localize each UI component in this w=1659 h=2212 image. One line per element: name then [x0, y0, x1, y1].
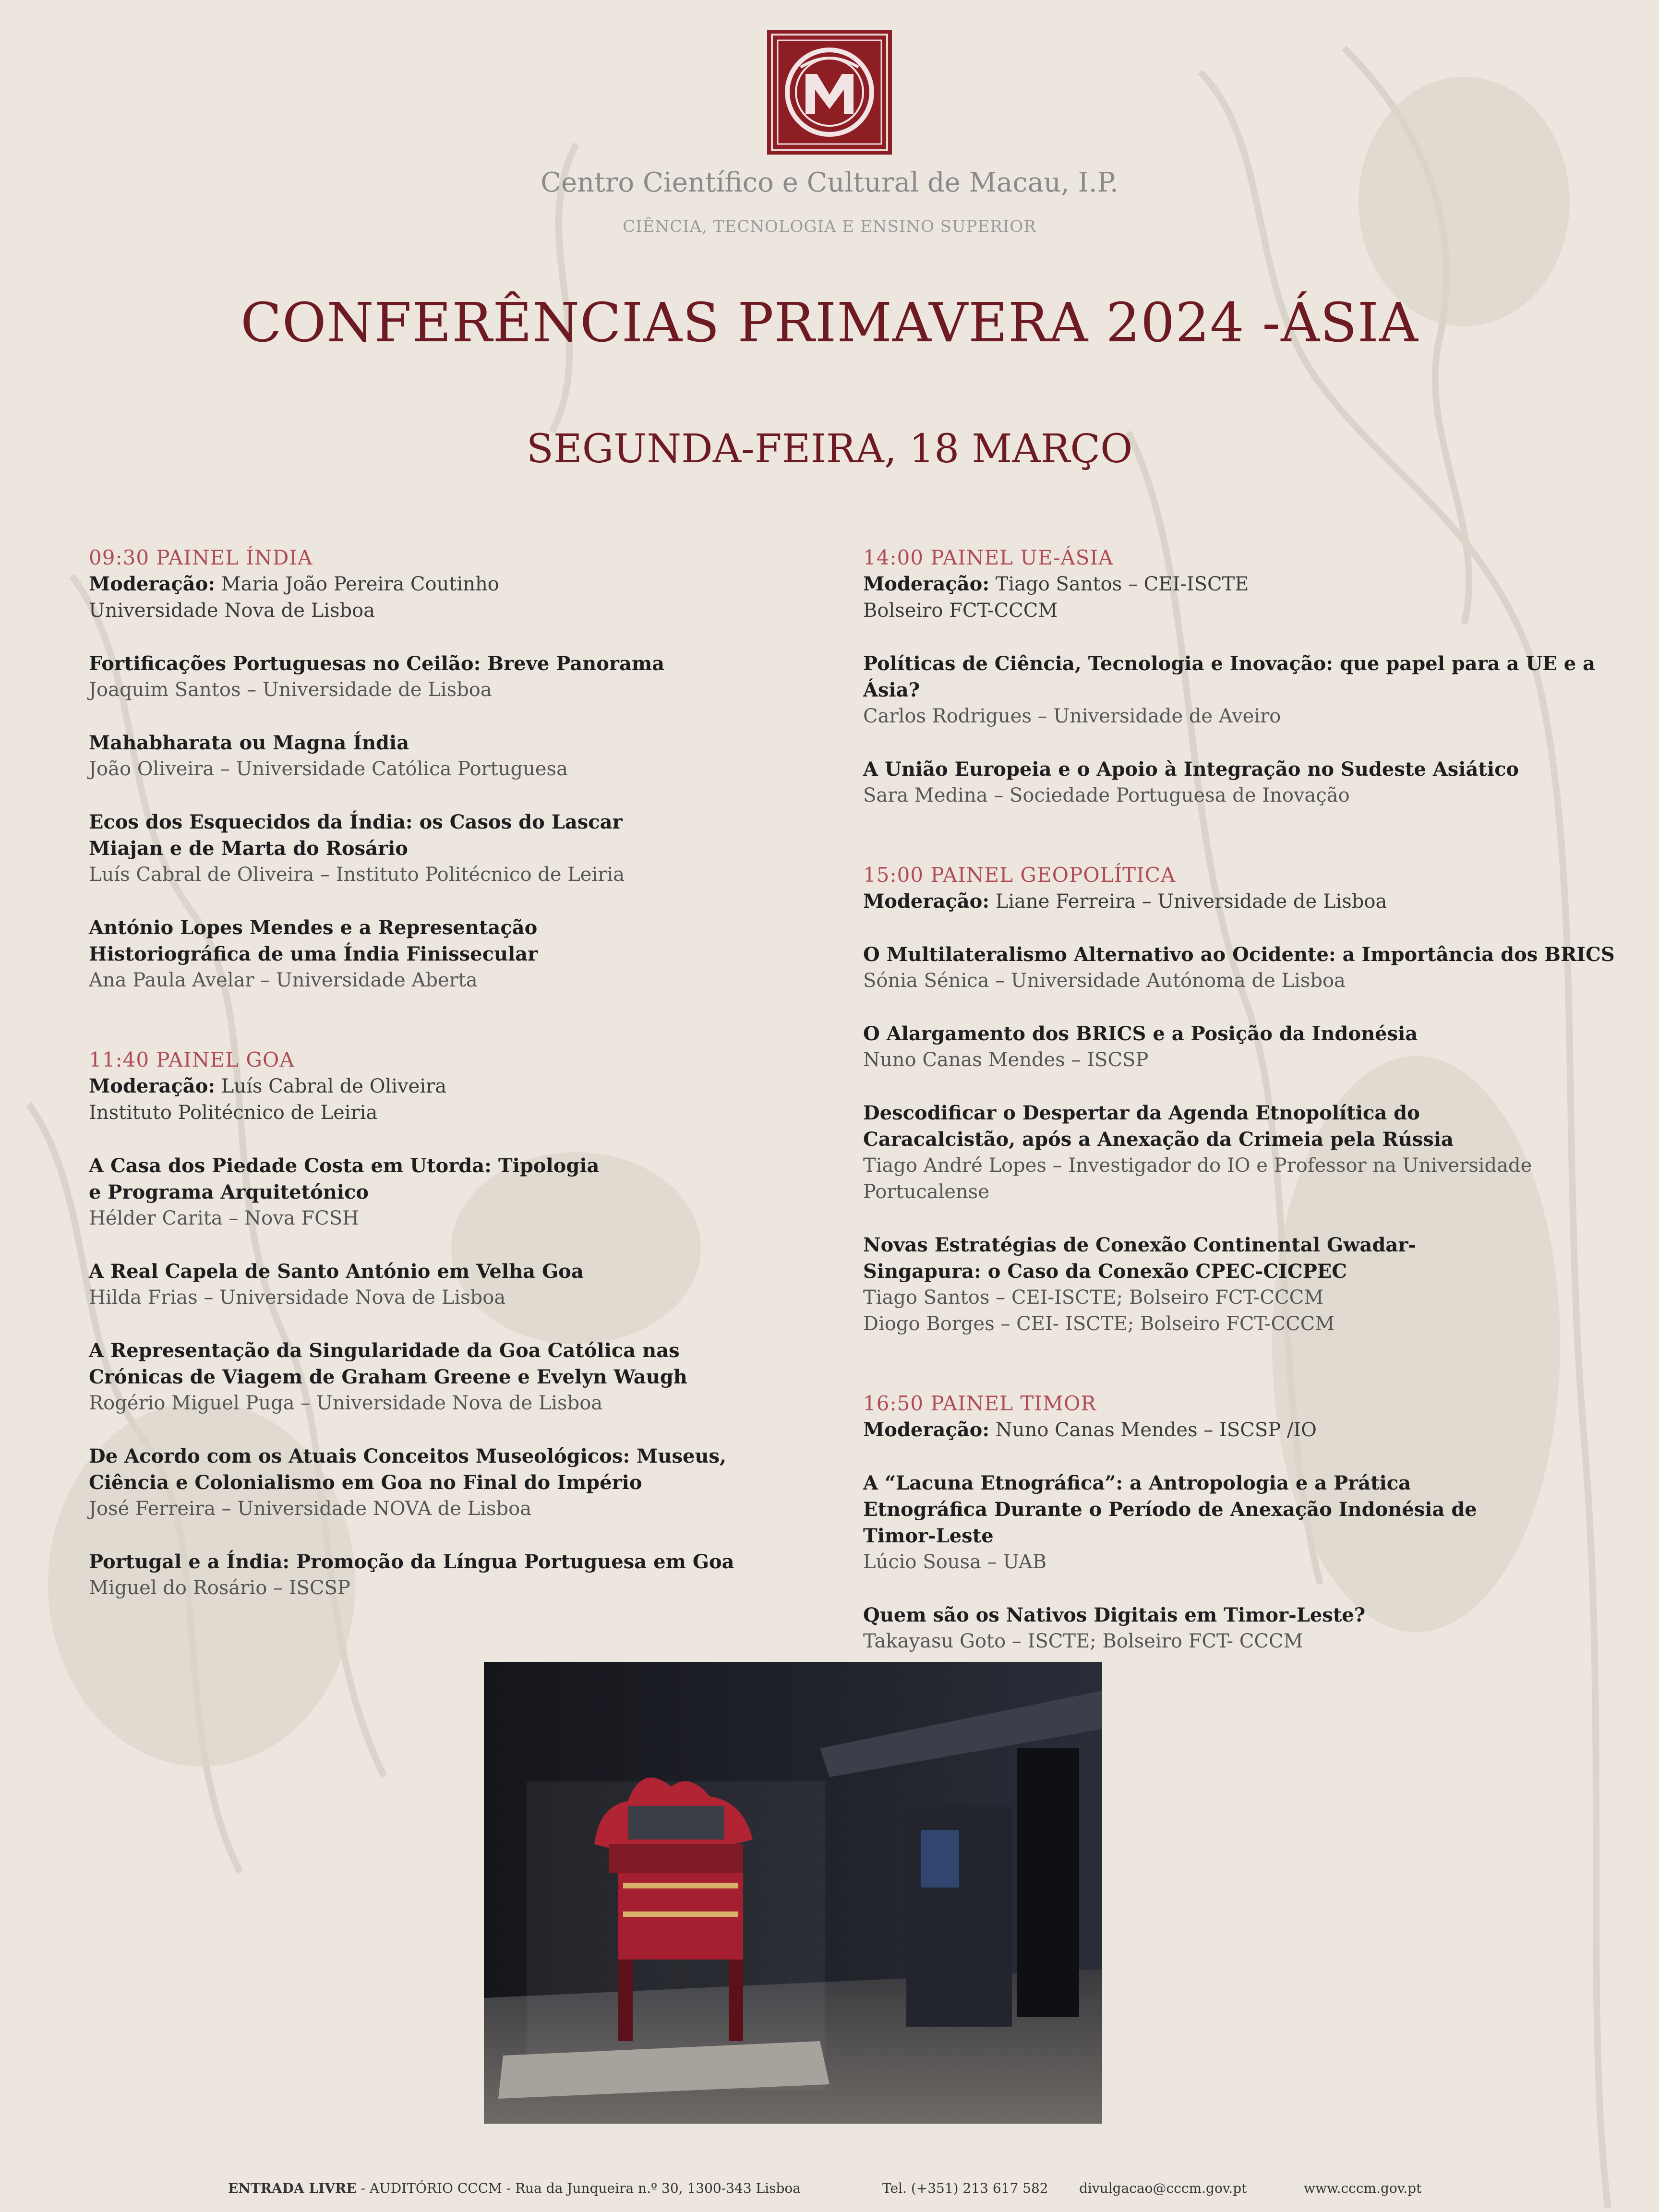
talk-speaker: Tiago Santos – CEI-ISCTE; Bolseiro FCT-CCCM: [863, 1286, 1324, 1309]
talk-speaker: Miguel do Rosário – ISCSP: [89, 1577, 350, 1599]
talk-title: O Alargamento dos BRICS e a Posição da Indonésia: [863, 1022, 1418, 1045]
org-name: Centro Científico e Cultural de Macau, I.P.: [541, 167, 1118, 198]
talk: [89, 809, 847, 888]
footer-phone: Tel. (+351) 213 617 582: [882, 2180, 1048, 2196]
talk-title: Novas Estratégias de Conexão Continental Gwadar-Singapura: o Caso da Conexão CPEC-CICPEC: [863, 1234, 1417, 1283]
panel-goa: [89, 1046, 847, 1601]
talk: [863, 756, 1622, 809]
talk: [863, 650, 1622, 730]
footer-address: [228, 2180, 801, 2196]
talk: [89, 650, 847, 703]
moderator: [863, 1417, 1622, 1443]
org-subtitle: CIÊNCIA, TECNOLOGIA E ENSINO SUPERIOR: [623, 217, 1036, 236]
museum-photo: [484, 1662, 1102, 2124]
moderator-name: Luís Cabral de Oliveira: [215, 1075, 447, 1097]
talk-speaker: Lúcio Sousa – UAB: [863, 1551, 1047, 1573]
talk-speaker: Luís Cabral de Oliveira – Instituto Politécnico de Leiria: [89, 864, 625, 886]
talk-speaker: João Oliveira – Universidade Católica Portuguesa: [89, 758, 568, 780]
moderator-label: Moderação:: [89, 573, 216, 595]
talk-speaker: Nuno Canas Mendes – ISCSP: [863, 1049, 1149, 1071]
talk-speaker: Ana Paula Avelar – Universidade Aberta: [89, 969, 478, 991]
talk-title: Ecos dos Esquecidos da Índia: os Casos do Lascar Miajan e de Marta do Rosário: [89, 811, 623, 860]
panel-timor: [863, 1390, 1622, 1655]
talk: [89, 1443, 847, 1522]
moderator: [89, 571, 847, 598]
footer-entry: ENTRADA LIVRE: [228, 2180, 357, 2196]
talk-title: Fortificações Portuguesas no Ceilão: Breve Panorama: [89, 652, 665, 675]
talk-speaker: Diogo Borges – CEI- ISCTE; Bolseiro FCT-CCCM: [863, 1313, 1335, 1335]
moderator-label: Moderação:: [863, 573, 990, 595]
moderator-name: Liane Ferreira – Universidade de Lisboa: [989, 890, 1387, 913]
talk-speaker: Takayasu Goto – ISCTE; Bolseiro FCT- CCCM: [863, 1630, 1303, 1652]
talk-speaker: Carlos Rodrigues – Universidade de Aveiro: [863, 705, 1281, 727]
talk-title: A Casa dos Piedade Costa em Utorda: Tipologia e Programa Arquitetónico: [89, 1154, 600, 1203]
talk-title: Portugal e a Índia: Promoção da Língua Portuguesa em Goa: [89, 1551, 734, 1573]
moderator-affiliation: Universidade Nova de Lisboa: [89, 600, 375, 622]
moderator-label: Moderação:: [863, 890, 990, 913]
talk: [863, 1232, 1622, 1337]
talk-title: O Multilateralismo Alternativo ao Ocidente: a Importância dos BRICS: [863, 943, 1615, 966]
talk-speaker: Sara Medina – Sociedade Portuguesa de Inovação: [863, 784, 1350, 806]
moderator-affiliation: Bolseiro FCT-CCCM: [863, 600, 1058, 622]
moderator-name: Nuno Canas Mendes – ISCSP /IO: [989, 1419, 1317, 1441]
talk: [89, 1549, 847, 1601]
talk-title: Políticas de Ciência, Tecnologia e Inovação: que papel para a UE e a Ásia?: [863, 652, 1596, 701]
left-column: [89, 544, 847, 1601]
footer-website[interactable]: www.cccm.gov.pt: [1304, 2180, 1422, 2196]
panel-ue-asia: [863, 544, 1622, 809]
moderator-name: Maria João Pereira Coutinho: [215, 573, 499, 595]
talk: [863, 1602, 1622, 1655]
panel-title: 11:40 PAINEL GOA: [89, 1048, 295, 1071]
talk: [89, 1258, 847, 1311]
moderator: [863, 888, 1622, 915]
talk-speaker: Hilda Frias – Universidade Nova de Lisboa: [89, 1286, 506, 1309]
talk-speaker: Rogério Miguel Puga – Universidade Nova de Lisboa: [89, 1392, 603, 1414]
panel-title: 15:00 PAINEL GEOPOLÍTICA: [863, 863, 1176, 887]
panel-title: 09:30 PAINEL ÍNDIA: [89, 546, 313, 569]
talk-speaker: Hélder Carita – Nova FCSH: [89, 1207, 360, 1229]
moderator-affiliation: Instituto Politécnico de Leiria: [89, 1102, 378, 1124]
talk-title: A “Lacuna Etnográfica”: a Antropologia e a Prática Etnográfica Durante o Período de Anexação Indonésia de Timor-Leste: [863, 1472, 1477, 1547]
talk-title: A União Europeia e o Apoio à Integração no Sudeste Asiático: [863, 758, 1519, 781]
talk: [863, 941, 1622, 994]
footer-location: - AUDITÓRIO CCCM - Rua da Junqueira n.º 30, 1300-343 Lisboa: [356, 2180, 801, 2196]
moderator-name: Tiago Santos – CEI-ISCTE: [989, 573, 1249, 595]
talk-title: Mahabharata ou Magna Índia: [89, 732, 409, 754]
talk: [863, 1100, 1622, 1205]
talk-speaker: Tiago André Lopes – Investigador do IO e Professor na Universidade Portucalense: [863, 1154, 1532, 1203]
talk-title: A Representação da Singularidade da Goa Católica nas Crónicas de Viagem de Graham Greene e Evelyn Waugh: [89, 1339, 687, 1388]
talk: [863, 1021, 1622, 1073]
panel-title: 14:00 PAINEL UE-ÁSIA: [863, 546, 1114, 569]
day-title: SEGUNDA-FEIRA, 18 MARÇO: [526, 426, 1133, 472]
talk-title: Quem são os Nativos Digitais em Timor-Leste?: [863, 1604, 1366, 1626]
talk-title: Descodificar o Despertar da Agenda Etnopolítica do Caracalcistão, após a Anexação da Crimeia pela Rússia: [863, 1102, 1454, 1151]
talk-speaker: José Ferreira – Universidade NOVA de Lisboa: [89, 1498, 532, 1520]
page-title: CONFERÊNCIAS PRIMAVERA 2024 -ÁSIA: [240, 292, 1419, 354]
talk-speaker: Sónia Sénica – Universidade Autónoma de Lisboa: [863, 970, 1346, 992]
talk-title: A Real Capela de Santo António em Velha Goa: [89, 1260, 584, 1283]
talk: [89, 730, 847, 782]
talk: [89, 1337, 847, 1417]
talk-speaker: Joaquim Santos – Universidade de Lisboa: [89, 679, 492, 701]
talk-title: António Lopes Mendes e a Representação Historiográfica de uma Índia Finissecular: [89, 916, 538, 965]
cccm-logo: [767, 30, 892, 155]
talk: [863, 1470, 1622, 1575]
talk: [89, 1153, 847, 1232]
moderator: [89, 1073, 847, 1100]
right-column: [863, 544, 1622, 1655]
moderator: [863, 571, 1622, 598]
footer-email[interactable]: divulgacao@cccm.gov.pt: [1079, 2180, 1247, 2196]
talk-title: De Acordo com os Atuais Conceitos Museológicos: Museus, Ciência e Colonialismo em Goa no Final do Império: [89, 1445, 726, 1494]
panel-title: 16:50 PAINEL TIMOR: [863, 1392, 1097, 1415]
panel-geopolitica: [863, 862, 1622, 1337]
moderator-label: Moderação:: [863, 1419, 990, 1441]
talk: [89, 914, 847, 994]
panel-india: [89, 544, 847, 994]
moderator-label: Moderação:: [89, 1075, 216, 1097]
